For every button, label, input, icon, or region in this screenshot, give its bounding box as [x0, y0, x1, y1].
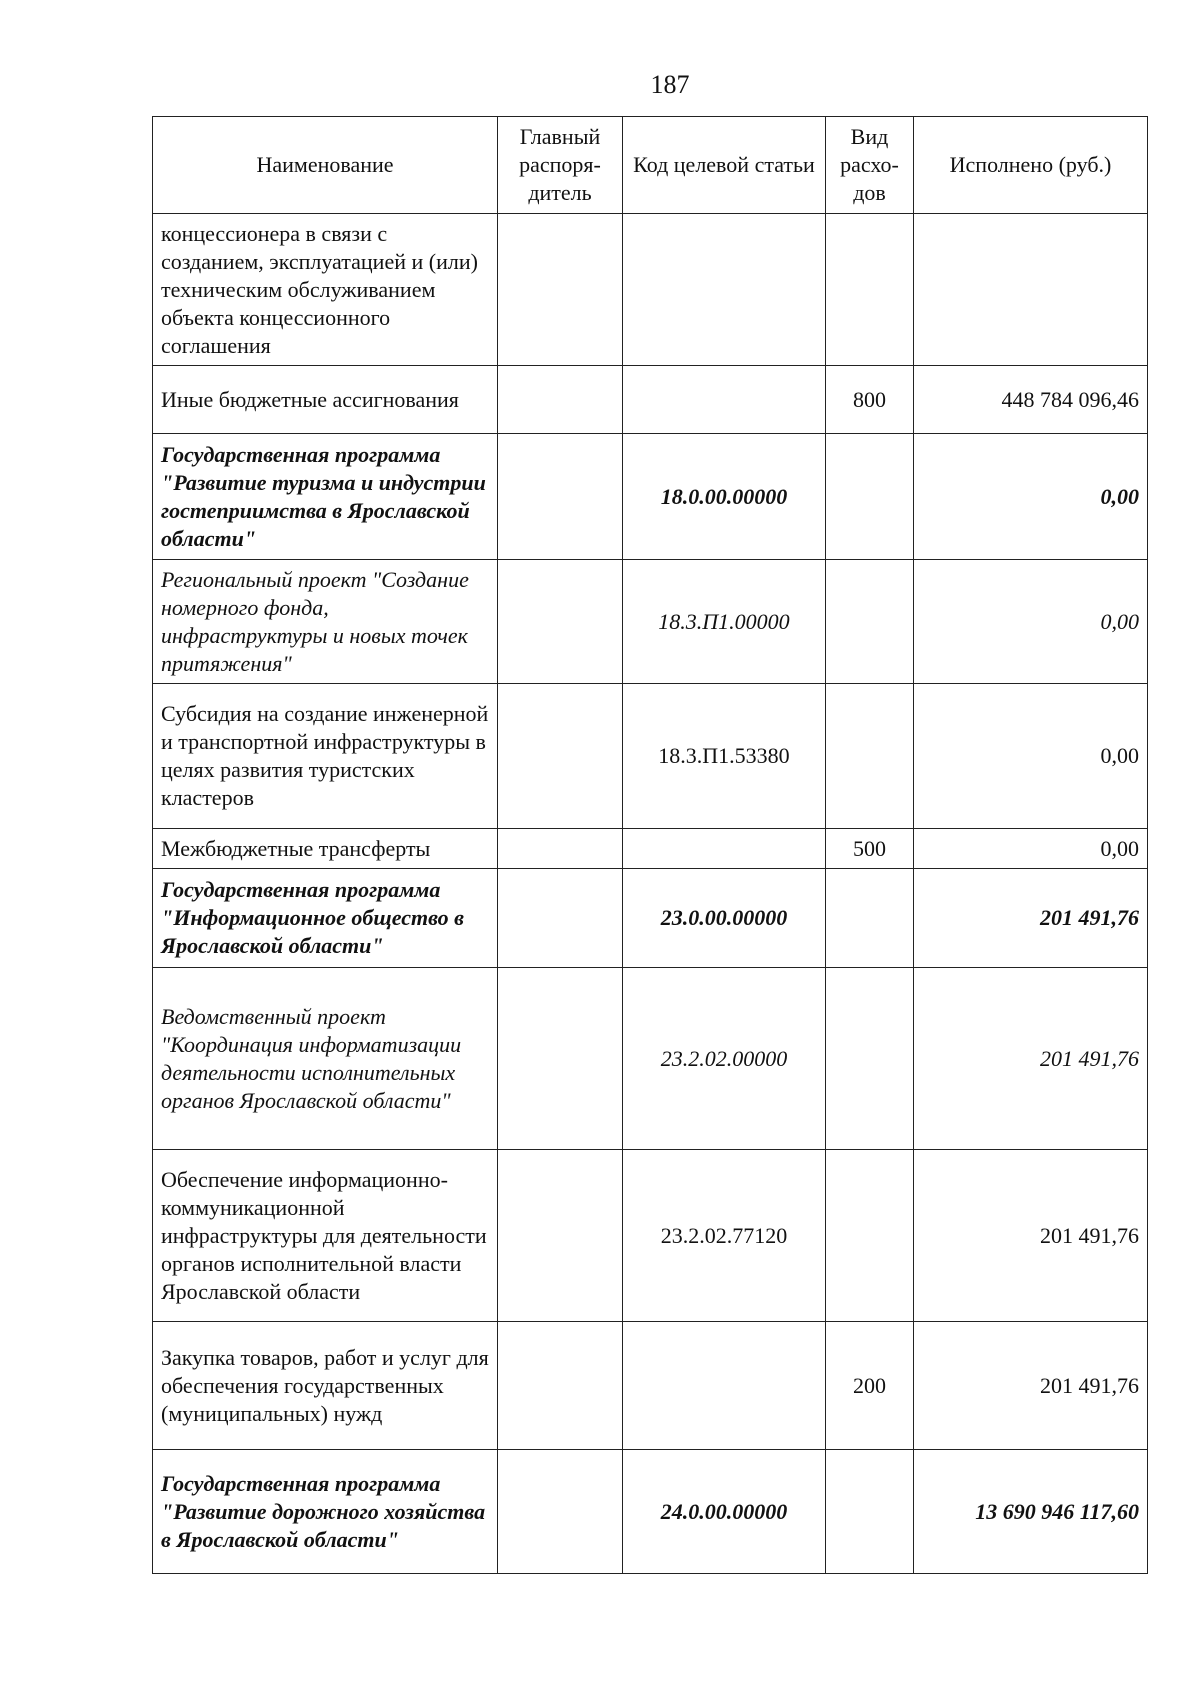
row-kind-cell: [826, 214, 914, 366]
row-name-cell: Иные бюджетные ассигнования: [153, 366, 498, 434]
row-kind-cell: [826, 434, 914, 560]
row-amount-cell: 201 491,76: [914, 1322, 1148, 1450]
budget-table: [152, 116, 1148, 1574]
row-code-cell: [623, 214, 826, 366]
table-row: [153, 560, 1148, 684]
row-manager-cell: [498, 434, 623, 560]
row-amount-cell: 13 690 946 117,60: [914, 1450, 1148, 1574]
header-manager: Главный распоря-дитель: [498, 117, 623, 214]
table-body: [153, 214, 1148, 1574]
row-code-cell: 18.0.00.00000: [623, 434, 826, 560]
table-row: [153, 366, 1148, 434]
row-manager-cell: [498, 560, 623, 684]
row-amount-cell: 0,00: [914, 434, 1148, 560]
row-code-cell: [623, 1322, 826, 1450]
row-amount-cell: 0,00: [914, 684, 1148, 829]
row-kind-cell: [826, 869, 914, 968]
header-name: Наименование: [153, 117, 498, 214]
row-code-cell: [623, 829, 826, 869]
table-row: [153, 684, 1148, 829]
row-kind-cell: [826, 560, 914, 684]
row-code-cell: 23.0.00.00000: [623, 869, 826, 968]
row-amount-cell: 201 491,76: [914, 968, 1148, 1150]
row-name-cell: Государственная программа "Информационное общество в Ярославской области": [153, 869, 498, 968]
header-kind: Вид расхо-дов: [826, 117, 914, 214]
row-name-cell: Закупка товаров, работ и услуг для обеспечения государственных (муниципальных) нужд: [153, 1322, 498, 1450]
row-code-cell: 23.2.02.00000: [623, 968, 826, 1150]
row-code-cell: 18.3.П1.00000: [623, 560, 826, 684]
row-kind-cell: [826, 684, 914, 829]
row-kind-cell: [826, 1150, 914, 1322]
row-name-cell: Ведомственный проект "Координация информатизации деятельности исполнительных органов Ярославской области": [153, 968, 498, 1150]
row-name-cell: Субсидия на создание инженерной и транспортной инфраструктуры в целях развития туристских кластеров: [153, 684, 498, 829]
table-row: [153, 1150, 1148, 1322]
row-name-cell: Обеспечение информационно-коммуникационной инфраструктуры для деятельности органов исполнительной власти Ярославской области: [153, 1150, 498, 1322]
table-row: [153, 829, 1148, 869]
row-name-cell: Государственная программа "Развитие дорожного хозяйства в Ярославской области": [153, 1450, 498, 1574]
row-amount-cell: [914, 214, 1148, 366]
row-code-cell: 24.0.00.00000: [623, 1450, 826, 1574]
row-kind-cell: 200: [826, 1322, 914, 1450]
table-row: [153, 869, 1148, 968]
row-manager-cell: [498, 684, 623, 829]
header-code: Код целевой статьи: [623, 117, 826, 214]
row-kind-cell: 500: [826, 829, 914, 869]
row-name-cell: Межбюджетные трансферты: [153, 829, 498, 869]
row-manager-cell: [498, 829, 623, 869]
table-row: [153, 1450, 1148, 1574]
table-header-row: [153, 117, 1148, 214]
table-row: [153, 968, 1148, 1150]
row-manager-cell: [498, 869, 623, 968]
row-name-cell: концессионера в связи с созданием, эксплуатацией и (или) техническим обслуживанием объекта концессионного соглашения: [153, 214, 498, 366]
row-manager-cell: [498, 968, 623, 1150]
row-amount-cell: 201 491,76: [914, 869, 1148, 968]
row-manager-cell: [498, 1450, 623, 1574]
page-number: 187: [650, 70, 690, 99]
table-row: [153, 1322, 1148, 1450]
row-code-cell: 18.3.П1.53380: [623, 684, 826, 829]
row-kind-cell: [826, 1450, 914, 1574]
table-row: [153, 434, 1148, 560]
row-code-cell: [623, 366, 826, 434]
row-code-cell: 23.2.02.77120: [623, 1150, 826, 1322]
row-amount-cell: 448 784 096,46: [914, 366, 1148, 434]
row-name-cell: Государственная программа "Развитие туризма и индустрии гостеприимства в Ярославской области": [153, 434, 498, 560]
row-amount-cell: 201 491,76: [914, 1150, 1148, 1322]
table-row: [153, 214, 1148, 366]
row-manager-cell: [498, 214, 623, 366]
row-manager-cell: [498, 1150, 623, 1322]
row-amount-cell: 0,00: [914, 560, 1148, 684]
row-kind-cell: 800: [826, 366, 914, 434]
row-manager-cell: [498, 366, 623, 434]
row-kind-cell: [826, 968, 914, 1150]
row-name-cell: Региональный проект "Создание номерного фонда, инфраструктуры и новых точек притяжения": [153, 560, 498, 684]
header-amount: Исполнено (руб.): [914, 117, 1148, 214]
row-amount-cell: 0,00: [914, 829, 1148, 869]
row-manager-cell: [498, 1322, 623, 1450]
